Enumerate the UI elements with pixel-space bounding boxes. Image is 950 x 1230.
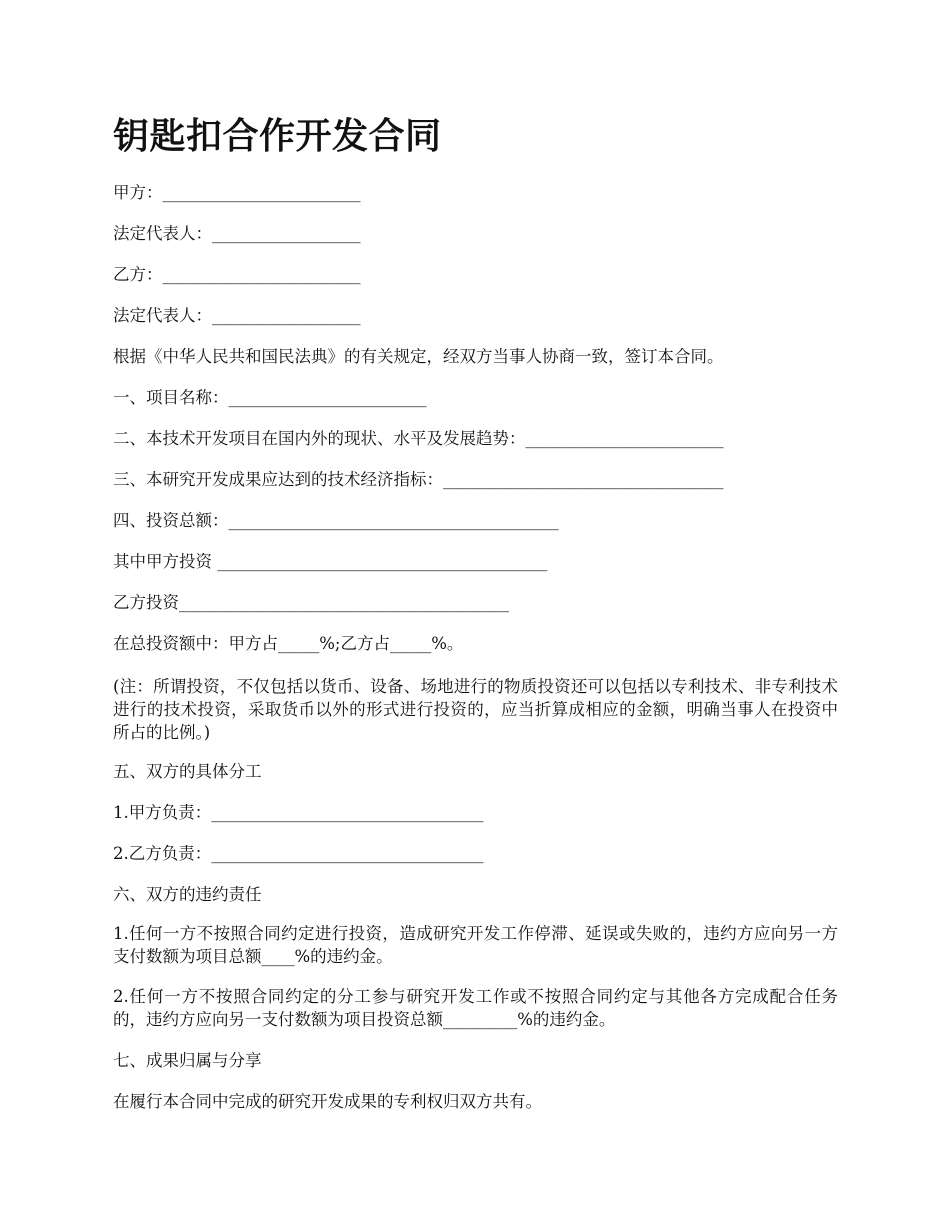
document-title: 钥匙扣合作开发合同 xyxy=(113,115,442,157)
investment-note-paragraph: (注：所谓投资，不仅包括以货币、设备、场地进行的物质投资还可以包括以专利技术、非专利技术进行的技术投资，采取货币以外的形式进行投资的，应当折算成相应的金额，明确当事人在投资中所占的比例。) xyxy=(113,677,838,742)
party-a-investment-field: 其中甲方投资 ________________________________________ xyxy=(113,552,548,571)
ownership-paragraph: 在履行本合同中完成的研究开发成果的专利权归双方共有。 xyxy=(113,1092,542,1111)
party-a-duty-field: 1.甲方负责：_________________________________ xyxy=(113,803,484,822)
liability-clause-1: 1.任何一方不按照合同约定进行投资，造成研究开发工作停滞、延误或失败的，违约方应向另一方支付数额为项目总额____%的违约金。 xyxy=(113,924,838,966)
preamble-paragraph: 根据《中华人民共和国民法典》的有关规定，经双方当事人协商一致，签订本合同。 xyxy=(113,347,724,366)
section-6-heading: 六、双方的违约责任 xyxy=(113,885,262,904)
investment-ratio-line: 在总投资额中：甲方占_____%;乙方占_____%。 xyxy=(113,634,464,653)
party-b-legal-rep-field: 法定代表人：__________________ xyxy=(113,306,361,325)
project-status-field: 二、本技术开发项目在国内外的现状、水平及发展趋势：________________________ xyxy=(113,429,724,448)
total-investment-field: 四、投资总额：________________________________________ xyxy=(113,511,559,530)
party-b-investment-field: 乙方投资________________________________________ xyxy=(113,593,509,612)
section-7-heading: 七、成果归属与分享 xyxy=(113,1051,262,1070)
project-name-field: 一、项目名称：________________________ xyxy=(113,388,427,407)
section-5-heading: 五、双方的具体分工 xyxy=(113,762,262,781)
party-b-duty-field: 2.乙方负责：_________________________________ xyxy=(113,844,484,863)
technical-indicators-field: 三、本研究开发成果应达到的技术经济指标：__________________________________ xyxy=(113,470,724,489)
party-a-legal-rep-field: 法定代表人：__________________ xyxy=(113,224,361,243)
party-b-field: 乙方：________________________ xyxy=(113,265,361,284)
liability-clause-2: 2.任何一方不按照合同约定的分工参与研究开发工作或不按照合同约定与其他各方完成配合任务的，违约方应向另一支付数额为项目投资总额_________%的违约金。 xyxy=(113,987,838,1029)
party-a-field: 甲方：________________________ xyxy=(113,183,361,202)
